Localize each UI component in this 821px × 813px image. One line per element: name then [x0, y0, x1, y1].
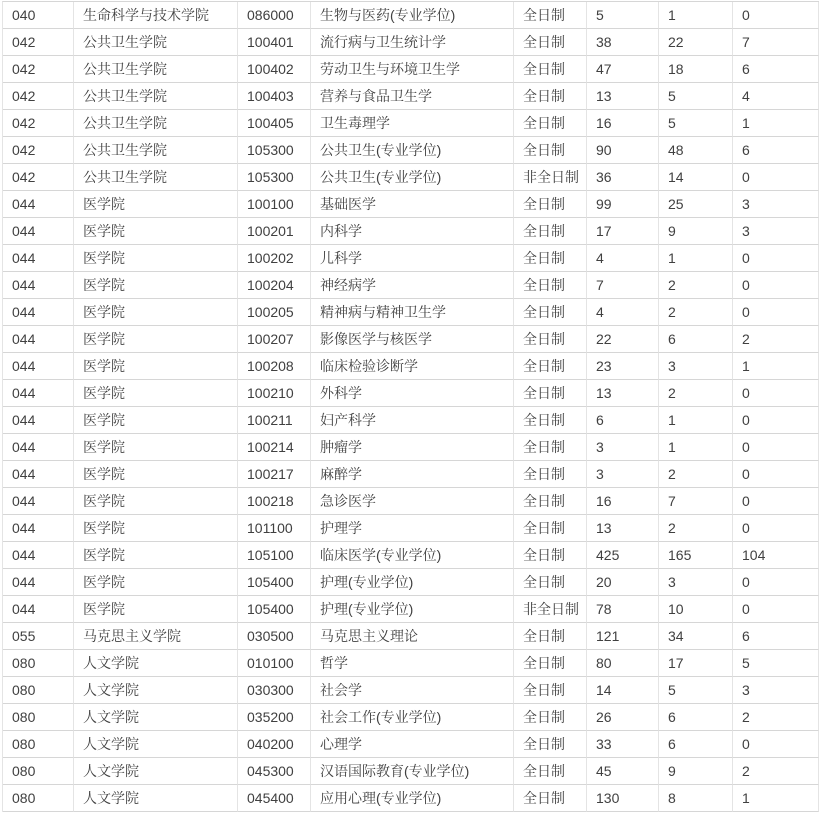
count-a-cell: 5	[587, 2, 659, 29]
count-b-cell: 9	[659, 758, 733, 785]
program-code-cell: 105300	[238, 137, 311, 164]
program-code-cell: 040200	[238, 731, 311, 758]
count-a-cell: 3	[587, 434, 659, 461]
college-code-cell: 080	[3, 677, 74, 704]
count-b-cell: 9	[659, 218, 733, 245]
college-name-cell: 公共卫生学院	[74, 56, 238, 83]
count-a-cell: 121	[587, 623, 659, 650]
count-b-cell: 34	[659, 623, 733, 650]
count-a-cell: 47	[587, 56, 659, 83]
table-row	[3, 110, 819, 137]
count-a-cell: 90	[587, 137, 659, 164]
table-row	[3, 596, 819, 623]
program-code-cell: 100204	[238, 272, 311, 299]
study-mode-cell: 全日制	[514, 758, 587, 785]
program-name-cell: 护理(专业学位)	[311, 596, 514, 623]
count-c-cell: 6	[733, 623, 819, 650]
count-b-cell: 2	[659, 515, 733, 542]
count-b-cell: 22	[659, 29, 733, 56]
college-code-cell: 040	[3, 2, 74, 29]
study-mode-cell: 全日制	[514, 56, 587, 83]
study-mode-cell: 全日制	[514, 785, 587, 812]
admissions-table	[2, 1, 819, 812]
table-row	[3, 218, 819, 245]
college-name-cell: 医学院	[74, 353, 238, 380]
program-name-cell: 生物与医药(专业学位)	[311, 2, 514, 29]
college-code-cell: 080	[3, 758, 74, 785]
table-row	[3, 434, 819, 461]
college-name-cell: 医学院	[74, 407, 238, 434]
count-c-cell: 2	[733, 704, 819, 731]
count-b-cell: 6	[659, 326, 733, 353]
study-mode-cell: 全日制	[514, 299, 587, 326]
college-code-cell: 080	[3, 650, 74, 677]
count-b-cell: 18	[659, 56, 733, 83]
program-code-cell: 100208	[238, 353, 311, 380]
study-mode-cell: 全日制	[514, 380, 587, 407]
program-code-cell: 100207	[238, 326, 311, 353]
count-a-cell: 130	[587, 785, 659, 812]
program-code-cell: 100201	[238, 218, 311, 245]
study-mode-cell: 非全日制	[514, 596, 587, 623]
college-code-cell: 042	[3, 137, 74, 164]
college-name-cell: 医学院	[74, 191, 238, 218]
count-b-cell: 8	[659, 785, 733, 812]
college-name-cell: 医学院	[74, 569, 238, 596]
program-name-cell: 公共卫生(专业学位)	[311, 164, 514, 191]
program-name-cell: 内科学	[311, 218, 514, 245]
count-b-cell: 14	[659, 164, 733, 191]
count-a-cell: 99	[587, 191, 659, 218]
college-name-cell: 马克思主义学院	[74, 623, 238, 650]
table-row	[3, 2, 819, 29]
count-b-cell: 1	[659, 2, 733, 29]
count-b-cell: 7	[659, 488, 733, 515]
college-name-cell: 医学院	[74, 515, 238, 542]
count-a-cell: 425	[587, 542, 659, 569]
count-a-cell: 13	[587, 380, 659, 407]
program-code-cell: 100403	[238, 83, 311, 110]
program-name-cell: 儿科学	[311, 245, 514, 272]
table-row	[3, 542, 819, 569]
count-a-cell: 13	[587, 83, 659, 110]
program-name-cell: 基础医学	[311, 191, 514, 218]
program-name-cell: 护理(专业学位)	[311, 569, 514, 596]
count-b-cell: 2	[659, 299, 733, 326]
count-c-cell: 4	[733, 83, 819, 110]
count-c-cell: 2	[733, 326, 819, 353]
program-name-cell: 护理学	[311, 515, 514, 542]
college-name-cell: 人文学院	[74, 785, 238, 812]
program-code-cell: 030500	[238, 623, 311, 650]
program-name-cell: 马克思主义理论	[311, 623, 514, 650]
college-code-cell: 044	[3, 380, 74, 407]
count-a-cell: 23	[587, 353, 659, 380]
table-row	[3, 245, 819, 272]
college-name-cell: 人文学院	[74, 650, 238, 677]
count-a-cell: 7	[587, 272, 659, 299]
table-row	[3, 650, 819, 677]
program-code-cell: 045400	[238, 785, 311, 812]
count-c-cell: 1	[733, 110, 819, 137]
count-c-cell: 0	[733, 299, 819, 326]
program-code-cell: 100100	[238, 191, 311, 218]
college-name-cell: 人文学院	[74, 704, 238, 731]
table-body	[3, 2, 819, 812]
count-b-cell: 25	[659, 191, 733, 218]
program-code-cell: 100405	[238, 110, 311, 137]
college-code-cell: 044	[3, 299, 74, 326]
count-a-cell: 80	[587, 650, 659, 677]
count-c-cell: 0	[733, 731, 819, 758]
college-code-cell: 044	[3, 596, 74, 623]
program-name-cell: 卫生毒理学	[311, 110, 514, 137]
study-mode-cell: 全日制	[514, 245, 587, 272]
study-mode-cell: 全日制	[514, 569, 587, 596]
count-a-cell: 3	[587, 461, 659, 488]
study-mode-cell: 全日制	[514, 650, 587, 677]
program-name-cell: 临床医学(专业学位)	[311, 542, 514, 569]
program-code-cell: 100211	[238, 407, 311, 434]
program-code-cell: 086000	[238, 2, 311, 29]
count-c-cell: 0	[733, 434, 819, 461]
college-name-cell: 公共卫生学院	[74, 29, 238, 56]
program-code-cell: 030300	[238, 677, 311, 704]
program-name-cell: 应用心理(专业学位)	[311, 785, 514, 812]
study-mode-cell: 全日制	[514, 326, 587, 353]
college-code-cell: 044	[3, 218, 74, 245]
college-name-cell: 公共卫生学院	[74, 137, 238, 164]
count-b-cell: 1	[659, 434, 733, 461]
college-code-cell: 042	[3, 164, 74, 191]
table-row	[3, 191, 819, 218]
college-name-cell: 公共卫生学院	[74, 110, 238, 137]
program-name-cell: 麻醉学	[311, 461, 514, 488]
count-c-cell: 3	[733, 677, 819, 704]
table-row	[3, 407, 819, 434]
program-code-cell: 100214	[238, 434, 311, 461]
program-name-cell: 妇产科学	[311, 407, 514, 434]
program-name-cell: 急诊医学	[311, 488, 514, 515]
college-name-cell: 医学院	[74, 380, 238, 407]
table-row	[3, 137, 819, 164]
count-c-cell: 0	[733, 272, 819, 299]
program-code-cell: 100210	[238, 380, 311, 407]
program-name-cell: 流行病与卫生统计学	[311, 29, 514, 56]
study-mode-cell: 全日制	[514, 353, 587, 380]
program-code-cell: 100202	[238, 245, 311, 272]
count-b-cell: 1	[659, 245, 733, 272]
study-mode-cell: 全日制	[514, 434, 587, 461]
program-code-cell: 105400	[238, 569, 311, 596]
program-name-cell: 神经病学	[311, 272, 514, 299]
count-a-cell: 4	[587, 299, 659, 326]
study-mode-cell: 全日制	[514, 704, 587, 731]
count-b-cell: 6	[659, 704, 733, 731]
college-code-cell: 080	[3, 731, 74, 758]
count-a-cell: 26	[587, 704, 659, 731]
college-name-cell: 医学院	[74, 461, 238, 488]
college-code-cell: 044	[3, 272, 74, 299]
study-mode-cell: 全日制	[514, 2, 587, 29]
count-b-cell: 3	[659, 569, 733, 596]
college-name-cell: 医学院	[74, 596, 238, 623]
table-row	[3, 29, 819, 56]
program-code-cell: 105300	[238, 164, 311, 191]
table-row	[3, 299, 819, 326]
count-c-cell: 3	[733, 191, 819, 218]
program-code-cell: 105400	[238, 596, 311, 623]
college-name-cell: 医学院	[74, 272, 238, 299]
table-row	[3, 461, 819, 488]
college-name-cell: 医学院	[74, 326, 238, 353]
study-mode-cell: 全日制	[514, 272, 587, 299]
study-mode-cell: 全日制	[514, 29, 587, 56]
count-c-cell: 0	[733, 569, 819, 596]
count-b-cell: 17	[659, 650, 733, 677]
study-mode-cell: 全日制	[514, 542, 587, 569]
count-c-cell: 0	[733, 596, 819, 623]
count-c-cell: 1	[733, 785, 819, 812]
program-code-cell: 100401	[238, 29, 311, 56]
college-code-cell: 044	[3, 353, 74, 380]
study-mode-cell: 全日制	[514, 488, 587, 515]
study-mode-cell: 全日制	[514, 515, 587, 542]
program-name-cell: 社会学	[311, 677, 514, 704]
count-c-cell: 7	[733, 29, 819, 56]
count-b-cell: 6	[659, 731, 733, 758]
college-code-cell: 044	[3, 245, 74, 272]
table-row	[3, 326, 819, 353]
college-name-cell: 人文学院	[74, 677, 238, 704]
program-name-cell: 劳动卫生与环境卫生学	[311, 56, 514, 83]
count-b-cell: 2	[659, 461, 733, 488]
college-code-cell: 044	[3, 569, 74, 596]
program-code-cell: 101100	[238, 515, 311, 542]
table-row	[3, 623, 819, 650]
college-code-cell: 044	[3, 542, 74, 569]
table-row	[3, 704, 819, 731]
table-row	[3, 758, 819, 785]
table-row	[3, 569, 819, 596]
program-name-cell: 精神病与精神卫生学	[311, 299, 514, 326]
program-code-cell: 105100	[238, 542, 311, 569]
count-c-cell: 0	[733, 380, 819, 407]
table-row	[3, 488, 819, 515]
table-row	[3, 515, 819, 542]
study-mode-cell: 全日制	[514, 407, 587, 434]
study-mode-cell: 全日制	[514, 677, 587, 704]
college-code-cell: 042	[3, 110, 74, 137]
count-b-cell: 165	[659, 542, 733, 569]
program-code-cell: 035200	[238, 704, 311, 731]
program-name-cell: 肿瘤学	[311, 434, 514, 461]
table-row	[3, 164, 819, 191]
college-name-cell: 医学院	[74, 218, 238, 245]
count-a-cell: 45	[587, 758, 659, 785]
study-mode-cell: 全日制	[514, 461, 587, 488]
program-code-cell: 045300	[238, 758, 311, 785]
table-row	[3, 56, 819, 83]
program-name-cell: 哲学	[311, 650, 514, 677]
count-a-cell: 36	[587, 164, 659, 191]
count-a-cell: 38	[587, 29, 659, 56]
study-mode-cell: 全日制	[514, 83, 587, 110]
count-a-cell: 13	[587, 515, 659, 542]
college-code-cell: 044	[3, 515, 74, 542]
count-c-cell: 0	[733, 461, 819, 488]
college-name-cell: 生命科学与技术学院	[74, 2, 238, 29]
college-code-cell: 042	[3, 56, 74, 83]
table-row	[3, 353, 819, 380]
college-code-cell: 042	[3, 83, 74, 110]
program-name-cell: 营养与食品卫生学	[311, 83, 514, 110]
college-name-cell: 人文学院	[74, 731, 238, 758]
count-a-cell: 16	[587, 488, 659, 515]
college-code-cell: 044	[3, 407, 74, 434]
program-code-cell: 100205	[238, 299, 311, 326]
table-row	[3, 272, 819, 299]
count-a-cell: 16	[587, 110, 659, 137]
college-code-cell: 044	[3, 488, 74, 515]
count-c-cell: 2	[733, 758, 819, 785]
study-mode-cell: 非全日制	[514, 164, 587, 191]
count-a-cell: 20	[587, 569, 659, 596]
study-mode-cell: 全日制	[514, 191, 587, 218]
count-a-cell: 33	[587, 731, 659, 758]
program-code-cell: 100217	[238, 461, 311, 488]
study-mode-cell: 全日制	[514, 110, 587, 137]
table-row	[3, 731, 819, 758]
study-mode-cell: 全日制	[514, 731, 587, 758]
count-b-cell: 10	[659, 596, 733, 623]
count-b-cell: 5	[659, 83, 733, 110]
program-name-cell: 心理学	[311, 731, 514, 758]
college-code-cell: 044	[3, 434, 74, 461]
study-mode-cell: 全日制	[514, 137, 587, 164]
program-name-cell: 临床检验诊断学	[311, 353, 514, 380]
count-c-cell: 5	[733, 650, 819, 677]
program-code-cell: 010100	[238, 650, 311, 677]
count-b-cell: 5	[659, 677, 733, 704]
count-c-cell: 104	[733, 542, 819, 569]
study-mode-cell: 全日制	[514, 623, 587, 650]
college-code-cell: 080	[3, 704, 74, 731]
count-a-cell: 6	[587, 407, 659, 434]
count-b-cell: 1	[659, 407, 733, 434]
count-c-cell: 0	[733, 2, 819, 29]
count-a-cell: 22	[587, 326, 659, 353]
count-a-cell: 17	[587, 218, 659, 245]
count-c-cell: 0	[733, 488, 819, 515]
college-name-cell: 医学院	[74, 299, 238, 326]
college-code-cell: 044	[3, 191, 74, 218]
count-b-cell: 5	[659, 110, 733, 137]
college-code-cell: 044	[3, 326, 74, 353]
college-code-cell: 055	[3, 623, 74, 650]
college-name-cell: 公共卫生学院	[74, 83, 238, 110]
count-a-cell: 4	[587, 245, 659, 272]
college-code-cell: 080	[3, 785, 74, 812]
count-a-cell: 78	[587, 596, 659, 623]
college-name-cell: 公共卫生学院	[74, 164, 238, 191]
program-code-cell: 100218	[238, 488, 311, 515]
college-code-cell: 042	[3, 29, 74, 56]
program-name-cell: 汉语国际教育(专业学位)	[311, 758, 514, 785]
college-code-cell: 044	[3, 461, 74, 488]
program-code-cell: 100402	[238, 56, 311, 83]
count-c-cell: 0	[733, 245, 819, 272]
count-c-cell: 6	[733, 137, 819, 164]
study-mode-cell: 全日制	[514, 218, 587, 245]
college-name-cell: 医学院	[74, 245, 238, 272]
table-row	[3, 677, 819, 704]
program-name-cell: 外科学	[311, 380, 514, 407]
count-b-cell: 48	[659, 137, 733, 164]
count-c-cell: 0	[733, 515, 819, 542]
count-c-cell: 0	[733, 164, 819, 191]
count-c-cell: 3	[733, 218, 819, 245]
count-c-cell: 0	[733, 407, 819, 434]
count-c-cell: 6	[733, 56, 819, 83]
table-row	[3, 83, 819, 110]
college-name-cell: 人文学院	[74, 758, 238, 785]
program-name-cell: 公共卫生(专业学位)	[311, 137, 514, 164]
program-name-cell: 影像医学与核医学	[311, 326, 514, 353]
table-row	[3, 380, 819, 407]
count-b-cell: 2	[659, 272, 733, 299]
count-b-cell: 3	[659, 353, 733, 380]
count-a-cell: 14	[587, 677, 659, 704]
program-name-cell: 社会工作(专业学位)	[311, 704, 514, 731]
count-c-cell: 1	[733, 353, 819, 380]
college-name-cell: 医学院	[74, 542, 238, 569]
college-name-cell: 医学院	[74, 488, 238, 515]
college-name-cell: 医学院	[74, 434, 238, 461]
table-row	[3, 785, 819, 812]
count-b-cell: 2	[659, 380, 733, 407]
